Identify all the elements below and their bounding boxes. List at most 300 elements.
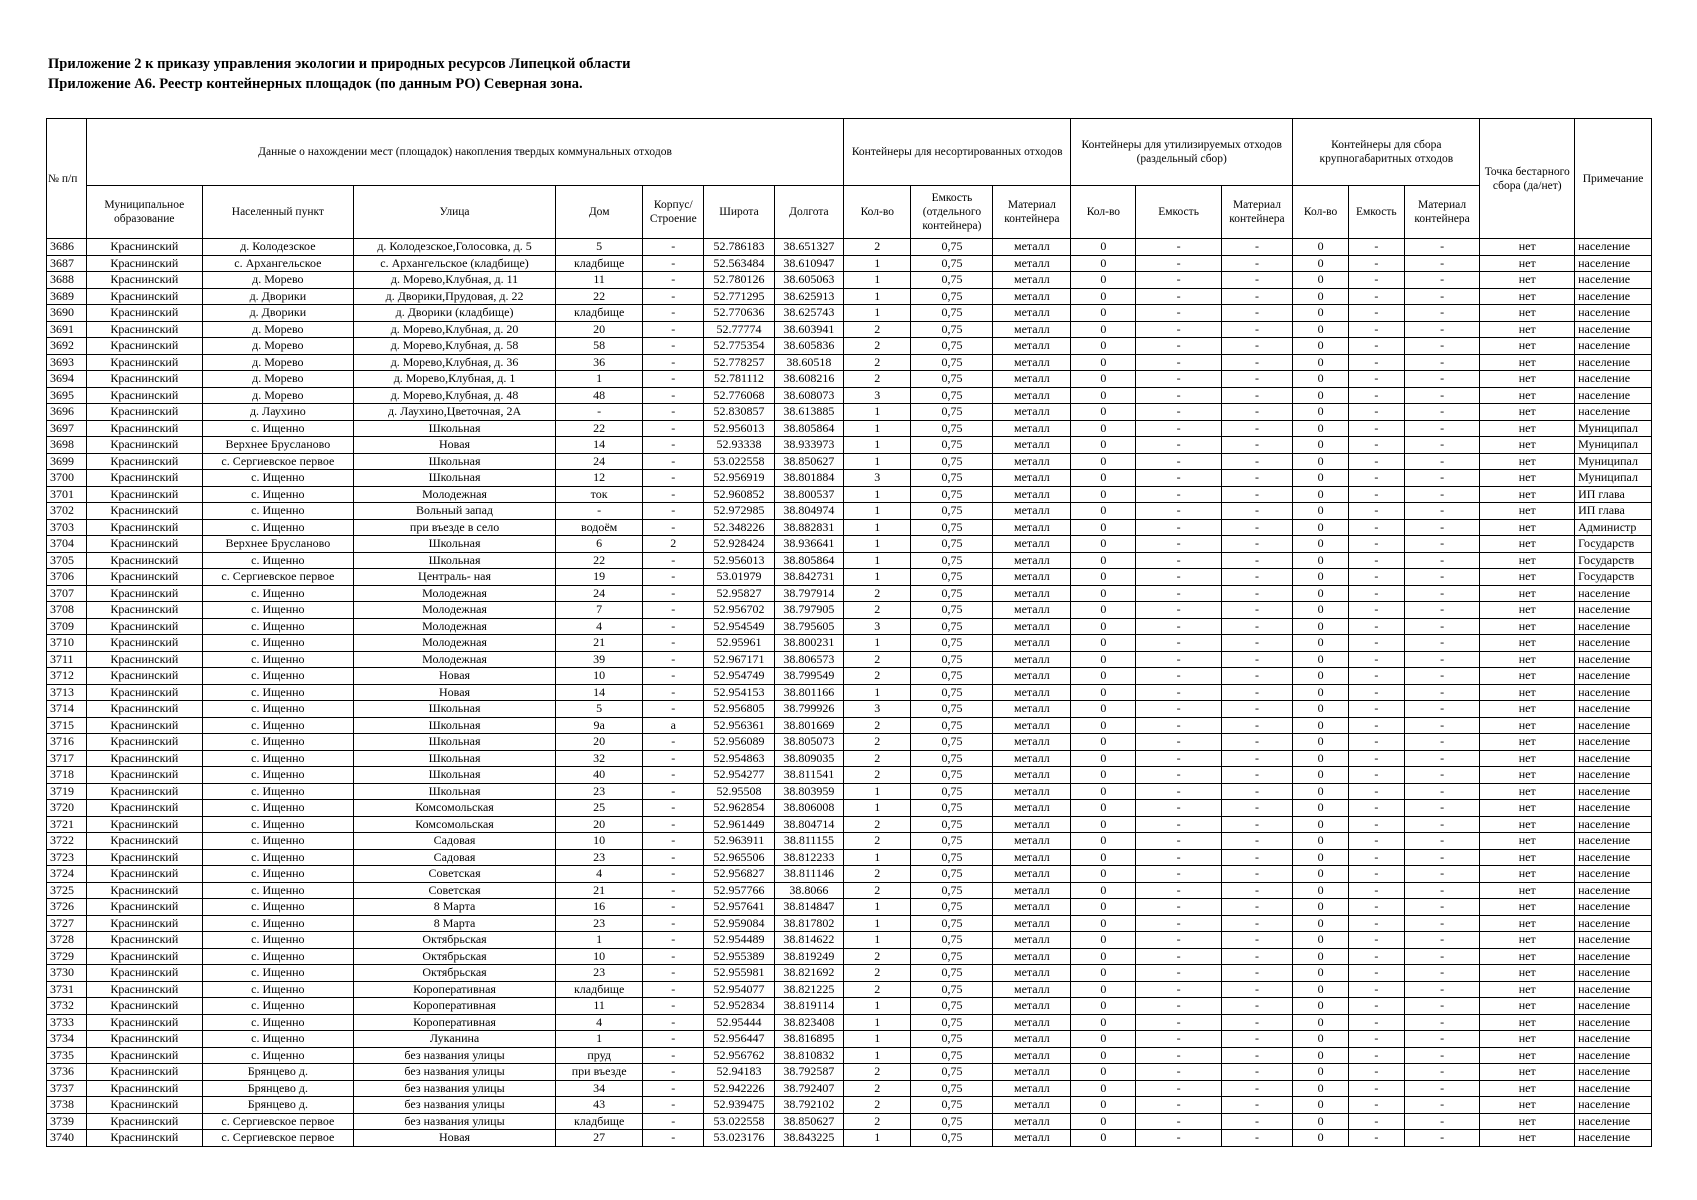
cell-bagless: нет — [1480, 899, 1575, 916]
cell-recyclable-material: - — [1221, 635, 1293, 652]
cell-num: 3707 — [47, 585, 87, 602]
cell-house: 1 — [556, 1031, 643, 1048]
cell-house: 21 — [556, 882, 643, 899]
cell-unsorted-count: 1 — [844, 552, 911, 569]
cell-bulky-capacity: - — [1348, 371, 1404, 388]
cell-note: население — [1575, 585, 1652, 602]
cell-unsorted-count: 2 — [844, 717, 911, 734]
header-num: № п/п — [47, 119, 87, 239]
cell-bulky-material: - — [1404, 371, 1480, 388]
cell-recyclable-count: 0 — [1071, 1031, 1136, 1048]
cell-bagless: нет — [1480, 635, 1575, 652]
cell-settlement: д. Морево — [202, 354, 353, 371]
cell-recyclable-material: - — [1221, 717, 1293, 734]
cell-house: 4 — [556, 1014, 643, 1031]
cell-building: - — [643, 1064, 704, 1081]
cell-unsorted-count: 1 — [844, 800, 911, 817]
cell-bulky-material: - — [1404, 239, 1480, 256]
cell-bagless: нет — [1480, 305, 1575, 322]
cell-note: население — [1575, 750, 1652, 767]
cell-recyclable-count: 0 — [1071, 552, 1136, 569]
cell-recyclable-capacity: - — [1136, 453, 1221, 470]
cell-lon: 38.792102 — [774, 1097, 843, 1114]
cell-lon: 38.850627 — [774, 453, 843, 470]
cell-recyclable-count: 0 — [1071, 387, 1136, 404]
cell-bagless: нет — [1480, 1014, 1575, 1031]
cell-municipality: Краснинский — [86, 470, 202, 487]
cell-settlement: с. Ищенно — [202, 866, 353, 883]
cell-street: Короперативная — [354, 998, 556, 1015]
cell-house: 4 — [556, 618, 643, 635]
cell-unsorted-capacity: 0,75 — [911, 338, 993, 355]
cell-recyclable-capacity: - — [1136, 486, 1221, 503]
cell-lat: 53.022558 — [704, 1113, 774, 1130]
cell-municipality: Краснинский — [86, 932, 202, 949]
cell-bulky-count: 0 — [1293, 552, 1349, 569]
cell-bagless: нет — [1480, 470, 1575, 487]
cell-bulky-capacity: - — [1348, 866, 1404, 883]
table-header — [47, 119, 1652, 239]
cell-bulky-count: 0 — [1293, 717, 1349, 734]
cell-note: население — [1575, 717, 1652, 734]
cell-bulky-count: 0 — [1293, 635, 1349, 652]
cell-building: - — [643, 585, 704, 602]
cell-unsorted-count: 2 — [844, 321, 911, 338]
cell-street: д. Морево,Клубная, д. 58 — [354, 338, 556, 355]
cell-unsorted-capacity: 0,75 — [911, 866, 993, 883]
cell-building: - — [643, 1097, 704, 1114]
cell-bulky-material: - — [1404, 321, 1480, 338]
cell-street: Новая — [354, 684, 556, 701]
table-row — [47, 585, 1652, 602]
cell-bulky-count: 0 — [1293, 965, 1349, 982]
cell-lat: 52.955981 — [704, 965, 774, 982]
cell-recyclable-capacity: - — [1136, 668, 1221, 685]
cell-municipality: Краснинский — [86, 998, 202, 1015]
cell-unsorted-material: металл — [993, 552, 1071, 569]
cell-recyclable-count: 0 — [1071, 816, 1136, 833]
cell-unsorted-material: металл — [993, 503, 1071, 520]
cell-num: 3724 — [47, 866, 87, 883]
cell-lat: 52.778257 — [704, 354, 774, 371]
cell-recyclable-count: 0 — [1071, 338, 1136, 355]
cell-house: 10 — [556, 833, 643, 850]
cell-municipality: Краснинский — [86, 1047, 202, 1064]
cell-bulky-count: 0 — [1293, 998, 1349, 1015]
cell-lat: 52.954863 — [704, 750, 774, 767]
cell-unsorted-count: 1 — [844, 849, 911, 866]
cell-settlement: с. Ищенно — [202, 998, 353, 1015]
cell-recyclable-material: - — [1221, 1047, 1293, 1064]
cell-recyclable-capacity: - — [1136, 569, 1221, 586]
cell-house: кладбище — [556, 1113, 643, 1130]
cell-lon: 38.608073 — [774, 387, 843, 404]
cell-bagless: нет — [1480, 486, 1575, 503]
cell-lat: 52.956805 — [704, 701, 774, 718]
cell-num: 3705 — [47, 552, 87, 569]
cell-unsorted-material: металл — [993, 338, 1071, 355]
header-unsorted-material: Материал контейнера — [993, 186, 1071, 239]
cell-unsorted-count: 1 — [844, 932, 911, 949]
cell-recyclable-material: - — [1221, 981, 1293, 998]
cell-bulky-count: 0 — [1293, 750, 1349, 767]
cell-municipality: Краснинский — [86, 437, 202, 454]
cell-unsorted-capacity: 0,75 — [911, 932, 993, 949]
cell-building: - — [643, 816, 704, 833]
cell-lon: 38.817802 — [774, 915, 843, 932]
cell-unsorted-count: 3 — [844, 387, 911, 404]
cell-bagless: нет — [1480, 552, 1575, 569]
cell-unsorted-material: металл — [993, 717, 1071, 734]
cell-unsorted-capacity: 0,75 — [911, 668, 993, 685]
cell-recyclable-material: - — [1221, 701, 1293, 718]
cell-building: - — [643, 338, 704, 355]
cell-unsorted-capacity: 0,75 — [911, 998, 993, 1015]
cell-bulky-count: 0 — [1293, 354, 1349, 371]
cell-bulky-capacity: - — [1348, 816, 1404, 833]
cell-settlement: с. Ищенно — [202, 486, 353, 503]
cell-bulky-count: 0 — [1293, 668, 1349, 685]
cell-lon: 38.804714 — [774, 816, 843, 833]
table-row — [47, 470, 1652, 487]
cell-unsorted-capacity: 0,75 — [911, 371, 993, 388]
cell-recyclable-material: - — [1221, 585, 1293, 602]
cell-building: - — [643, 437, 704, 454]
cell-building: - — [643, 371, 704, 388]
cell-street: Школьная — [354, 701, 556, 718]
cell-recyclable-material: - — [1221, 519, 1293, 536]
cell-municipality: Краснинский — [86, 1097, 202, 1114]
cell-building: - — [643, 833, 704, 850]
header-bulky-group: Контейнеры для сбора крупногабаритных отходов — [1293, 119, 1480, 186]
cell-unsorted-material: металл — [993, 1113, 1071, 1130]
cell-recyclable-count: 0 — [1071, 503, 1136, 520]
cell-municipality: Краснинский — [86, 783, 202, 800]
cell-municipality: Краснинский — [86, 849, 202, 866]
cell-bulky-capacity: - — [1348, 1130, 1404, 1147]
cell-unsorted-material: металл — [993, 1130, 1071, 1147]
cell-settlement: с. Ищенно — [202, 635, 353, 652]
cell-num: 3717 — [47, 750, 87, 767]
cell-num: 3700 — [47, 470, 87, 487]
cell-note: население — [1575, 1113, 1652, 1130]
cell-settlement: с. Ищенно — [202, 618, 353, 635]
cell-bulky-capacity: - — [1348, 585, 1404, 602]
cell-lat: 52.781112 — [704, 371, 774, 388]
cell-bulky-material: - — [1404, 816, 1480, 833]
cell-house: 7 — [556, 602, 643, 619]
cell-bagless: нет — [1480, 420, 1575, 437]
cell-lat: 52.962854 — [704, 800, 774, 817]
cell-unsorted-capacity: 0,75 — [911, 1031, 993, 1048]
cell-unsorted-material: металл — [993, 288, 1071, 305]
cell-bulky-material: - — [1404, 552, 1480, 569]
cell-recyclable-capacity: - — [1136, 305, 1221, 322]
cell-municipality: Краснинский — [86, 272, 202, 289]
cell-bulky-material: - — [1404, 1047, 1480, 1064]
cell-building: - — [643, 981, 704, 998]
cell-street: Молодежная — [354, 651, 556, 668]
cell-bulky-capacity: - — [1348, 668, 1404, 685]
cell-bulky-material: - — [1404, 1130, 1480, 1147]
cell-num: 3708 — [47, 602, 87, 619]
cell-num: 3733 — [47, 1014, 87, 1031]
cell-unsorted-capacity: 0,75 — [911, 965, 993, 982]
cell-unsorted-material: металл — [993, 321, 1071, 338]
cell-num: 3690 — [47, 305, 87, 322]
cell-unsorted-capacity: 0,75 — [911, 486, 993, 503]
cell-num: 3715 — [47, 717, 87, 734]
cell-bulky-capacity: - — [1348, 965, 1404, 982]
cell-bulky-material: - — [1404, 585, 1480, 602]
cell-num: 3730 — [47, 965, 87, 982]
cell-recyclable-count: 0 — [1071, 651, 1136, 668]
cell-unsorted-material: металл — [993, 272, 1071, 289]
cell-bagless: нет — [1480, 321, 1575, 338]
cell-note: население — [1575, 948, 1652, 965]
cell-building: - — [643, 486, 704, 503]
cell-lat: 52.776068 — [704, 387, 774, 404]
cell-num: 3695 — [47, 387, 87, 404]
cell-building: - — [643, 602, 704, 619]
cell-bulky-capacity: - — [1348, 882, 1404, 899]
cell-bulky-count: 0 — [1293, 321, 1349, 338]
cell-bagless: нет — [1480, 866, 1575, 883]
cell-street: Октябрьская — [354, 932, 556, 949]
cell-unsorted-material: металл — [993, 387, 1071, 404]
cell-bulky-material: - — [1404, 767, 1480, 784]
cell-municipality: Краснинский — [86, 1031, 202, 1048]
cell-municipality: Краснинский — [86, 767, 202, 784]
cell-settlement: с. Ищенно — [202, 585, 353, 602]
header-house: Дом — [556, 186, 643, 239]
cell-unsorted-capacity: 0,75 — [911, 816, 993, 833]
cell-recyclable-material: - — [1221, 618, 1293, 635]
cell-bulky-count: 0 — [1293, 684, 1349, 701]
cell-building: - — [643, 684, 704, 701]
cell-lat: 52.954277 — [704, 767, 774, 784]
cell-num: 3726 — [47, 899, 87, 916]
cell-municipality: Краснинский — [86, 1064, 202, 1081]
cell-recyclable-capacity: - — [1136, 338, 1221, 355]
cell-bulky-material: - — [1404, 899, 1480, 916]
cell-lat: 52.954077 — [704, 981, 774, 998]
cell-house: 20 — [556, 734, 643, 751]
cell-recyclable-material: - — [1221, 882, 1293, 899]
cell-bulky-capacity: - — [1348, 899, 1404, 916]
cell-municipality: Краснинский — [86, 734, 202, 751]
cell-settlement: с. Ищенно — [202, 503, 353, 520]
cell-house: 40 — [556, 767, 643, 784]
cell-building: - — [643, 1113, 704, 1130]
cell-unsorted-count: 1 — [844, 453, 911, 470]
cell-recyclable-count: 0 — [1071, 618, 1136, 635]
cell-building: - — [643, 470, 704, 487]
cell-building: - — [643, 932, 704, 949]
table-row — [47, 899, 1652, 916]
cell-municipality: Краснинский — [86, 354, 202, 371]
cell-settlement: с. Ищенно — [202, 965, 353, 982]
cell-bulky-material: - — [1404, 503, 1480, 520]
table-row — [47, 1130, 1652, 1147]
cell-unsorted-count: 1 — [844, 915, 911, 932]
cell-recyclable-count: 0 — [1071, 288, 1136, 305]
cell-note: население — [1575, 602, 1652, 619]
cell-house: 9а — [556, 717, 643, 734]
cell-house: при въезде — [556, 1064, 643, 1081]
cell-unsorted-material: металл — [993, 668, 1071, 685]
cell-recyclable-capacity: - — [1136, 1014, 1221, 1031]
table-row — [47, 998, 1652, 1015]
cell-num: 3738 — [47, 1097, 87, 1114]
cell-recyclable-capacity: - — [1136, 437, 1221, 454]
cell-settlement: д. Морево — [202, 371, 353, 388]
cell-num: 3719 — [47, 783, 87, 800]
cell-bulky-count: 0 — [1293, 651, 1349, 668]
cell-municipality: Краснинский — [86, 948, 202, 965]
cell-recyclable-material: - — [1221, 948, 1293, 965]
cell-recyclable-capacity: - — [1136, 684, 1221, 701]
cell-municipality: Краснинский — [86, 915, 202, 932]
cell-recyclable-capacity: - — [1136, 404, 1221, 421]
cell-lon: 38.625913 — [774, 288, 843, 305]
cell-bagless: нет — [1480, 387, 1575, 404]
cell-lat: 52.77774 — [704, 321, 774, 338]
cell-bulky-material: - — [1404, 651, 1480, 668]
cell-num: 3701 — [47, 486, 87, 503]
cell-recyclable-material: - — [1221, 1064, 1293, 1081]
cell-note: население — [1575, 1047, 1652, 1064]
cell-note: население — [1575, 849, 1652, 866]
cell-building: - — [643, 701, 704, 718]
cell-building: - — [643, 387, 704, 404]
cell-settlement: с. Ищенно — [202, 932, 353, 949]
cell-bulky-capacity: - — [1348, 437, 1404, 454]
cell-bulky-material: - — [1404, 569, 1480, 586]
cell-house: кладбище — [556, 981, 643, 998]
cell-bagless: нет — [1480, 932, 1575, 949]
cell-num: 3688 — [47, 272, 87, 289]
cell-recyclable-capacity: - — [1136, 618, 1221, 635]
cell-recyclable-capacity: - — [1136, 882, 1221, 899]
cell-unsorted-count: 1 — [844, 437, 911, 454]
header-recyclable-capacity: Емкость — [1136, 186, 1221, 239]
cell-lon: 38.800231 — [774, 635, 843, 652]
cell-unsorted-material: металл — [993, 783, 1071, 800]
cell-recyclable-capacity: - — [1136, 1113, 1221, 1130]
cell-street: 8 Марта — [354, 915, 556, 932]
cell-lon: 38.814847 — [774, 899, 843, 916]
table-row — [47, 602, 1652, 619]
cell-recyclable-count: 0 — [1071, 701, 1136, 718]
cell-bulky-count: 0 — [1293, 239, 1349, 256]
cell-unsorted-count: 3 — [844, 701, 911, 718]
cell-bagless: нет — [1480, 371, 1575, 388]
cell-recyclable-capacity: - — [1136, 717, 1221, 734]
cell-lon: 38.613885 — [774, 404, 843, 421]
cell-house: ток — [556, 486, 643, 503]
cell-house: 1 — [556, 932, 643, 949]
cell-municipality: Краснинский — [86, 305, 202, 322]
cell-house: 10 — [556, 948, 643, 965]
cell-bagless: нет — [1480, 965, 1575, 982]
cell-building: - — [643, 519, 704, 536]
cell-lat: 52.563484 — [704, 255, 774, 272]
cell-bagless: нет — [1480, 1097, 1575, 1114]
cell-bulky-material: - — [1404, 849, 1480, 866]
cell-bulky-count: 0 — [1293, 1047, 1349, 1064]
cell-municipality: Краснинский — [86, 503, 202, 520]
cell-street: Короперативная — [354, 1014, 556, 1031]
cell-unsorted-capacity: 0,75 — [911, 684, 993, 701]
cell-lat: 52.952834 — [704, 998, 774, 1015]
cell-settlement: с. Ищенно — [202, 899, 353, 916]
cell-unsorted-capacity: 0,75 — [911, 470, 993, 487]
cell-unsorted-capacity: 0,75 — [911, 717, 993, 734]
cell-unsorted-count: 1 — [844, 255, 911, 272]
cell-lon: 38.806008 — [774, 800, 843, 817]
cell-note: население — [1575, 305, 1652, 322]
cell-recyclable-material: - — [1221, 783, 1293, 800]
cell-note: население — [1575, 338, 1652, 355]
cell-lon: 38.800537 — [774, 486, 843, 503]
cell-bulky-count: 0 — [1293, 800, 1349, 817]
cell-num: 3725 — [47, 882, 87, 899]
cell-street: д. Морево,Клубная, д. 11 — [354, 272, 556, 289]
cell-lat: 52.963911 — [704, 833, 774, 850]
table-row — [47, 288, 1652, 305]
cell-settlement: д. Морево — [202, 387, 353, 404]
cell-recyclable-capacity: - — [1136, 816, 1221, 833]
cell-unsorted-capacity: 0,75 — [911, 1064, 993, 1081]
cell-unsorted-material: металл — [993, 833, 1071, 850]
cell-unsorted-count: 1 — [844, 420, 911, 437]
cell-bulky-capacity: - — [1348, 239, 1404, 256]
cell-recyclable-capacity: - — [1136, 387, 1221, 404]
cell-lon: 38.799549 — [774, 668, 843, 685]
cell-unsorted-capacity: 0,75 — [911, 387, 993, 404]
cell-recyclable-capacity: - — [1136, 932, 1221, 949]
cell-house: 36 — [556, 354, 643, 371]
cell-street: Советская — [354, 882, 556, 899]
cell-recyclable-material: - — [1221, 288, 1293, 305]
cell-bulky-capacity: - — [1348, 849, 1404, 866]
cell-bagless: нет — [1480, 585, 1575, 602]
cell-unsorted-count: 2 — [844, 816, 911, 833]
cell-unsorted-capacity: 0,75 — [911, 800, 993, 817]
cell-recyclable-material: - — [1221, 437, 1293, 454]
cell-recyclable-material: - — [1221, 552, 1293, 569]
cell-bulky-material: - — [1404, 833, 1480, 850]
table-row — [47, 1097, 1652, 1114]
cell-settlement: с. Ищенно — [202, 783, 353, 800]
table-row — [47, 321, 1652, 338]
cell-note: Муниципал — [1575, 420, 1652, 437]
cell-lon: 38.792587 — [774, 1064, 843, 1081]
cell-settlement: с. Ищенно — [202, 750, 353, 767]
cell-bulky-material: - — [1404, 387, 1480, 404]
cell-recyclable-count: 0 — [1071, 767, 1136, 784]
cell-num: 3712 — [47, 668, 87, 685]
cell-lon: 38.850627 — [774, 1113, 843, 1130]
cell-unsorted-capacity: 0,75 — [911, 305, 993, 322]
cell-house: 1 — [556, 371, 643, 388]
table-row — [47, 1014, 1652, 1031]
cell-street: Комсомольская — [354, 816, 556, 833]
cell-bagless: нет — [1480, 651, 1575, 668]
cell-lon: 38.603941 — [774, 321, 843, 338]
cell-recyclable-capacity: - — [1136, 948, 1221, 965]
